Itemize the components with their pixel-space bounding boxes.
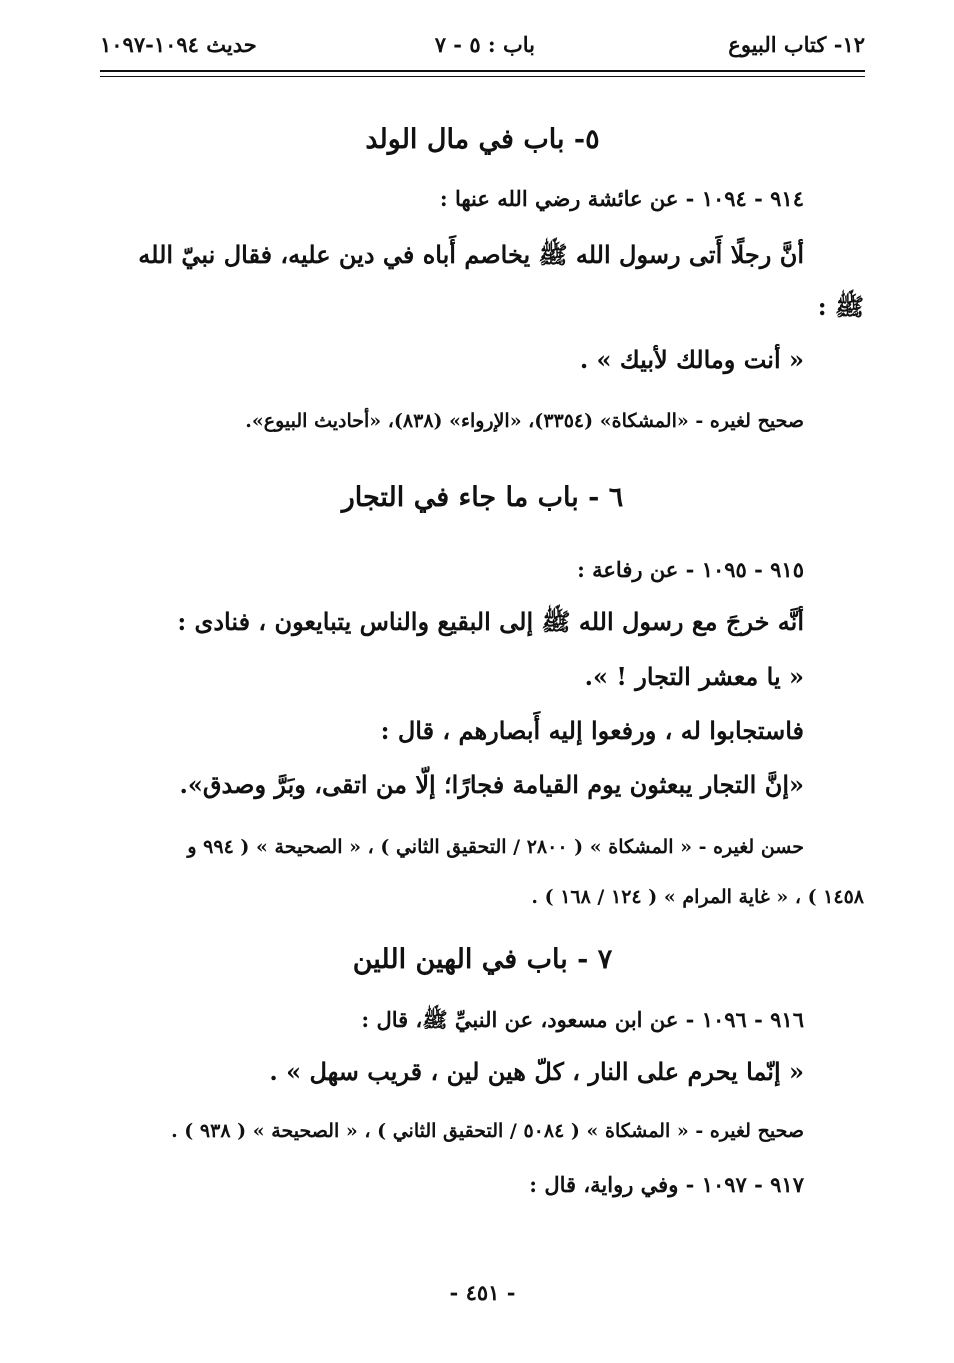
hadith-text: أنَّه خرجَ مع رسول الله ﷺ إلى البقيع والناس يتبايعون ، فنادى : (177, 607, 804, 636)
header-bab: باب : ٥ - ٧ (434, 32, 535, 57)
header-rule-thin (100, 76, 865, 77)
page-number: - ٤٥١ - (449, 1280, 516, 1305)
hadith-text: فاستجابوا له ، ورفعوا إليه أَبصارهم ، قال : (380, 716, 804, 745)
hadith-text: ﷺ : (817, 292, 864, 321)
hadith-text: « يا معشر التجار ! ». (584, 662, 804, 691)
hadith-source: صحيح لغيره - «المشكاة» (٣٣٥٤)، «الإرواء» (٨٣٨)، «أحاديث البيوع». (245, 410, 804, 432)
hadith-number: ٩١٥ - ١٠٩٥ - عن رفاعة : (577, 557, 804, 582)
hadith-quote: «إنَّ التجار يبعثون يوم القيامة فجارًا؛ إلّا من اتقى، وبَرَّ وصدق». (179, 770, 804, 799)
section-title: ٦ - باب ما جاء في التجار (341, 482, 624, 513)
header-hadith-range: حديث ١٠٩٤-١٠٩٧ (100, 32, 257, 57)
hadith-source: ١٤٥٨ ) ، « غاية المرام » ( ١٢٤ / ١٦٨ ) . (531, 886, 864, 908)
section-title: ٥- باب في مال الولد (365, 124, 600, 155)
hadith-source: صحيح لغيره - « المشكاة » ( ٥٠٨٤ / التحقيق الثاني ) ، « الصحيحة » ( ٩٣٨ ) . (171, 1120, 804, 1142)
header-rule-thick (100, 70, 865, 72)
hadith-quote: « أنت ومالك لأبيك » . (579, 345, 804, 374)
hadith-number: ٩١٤ - ١٠٩٤ - عن عائشة رضي الله عنها : (439, 186, 804, 211)
hadith-quote: « إنّما يحرم على النار ، كلّ هين لين ، قريب سهل » . (269, 1057, 804, 1086)
running-header (100, 32, 865, 68)
hadith-text: أنَّ رجلًا أَتى رسول الله ﷺ يخاصم أَباه في دين عليه، فقال نبيّ الله (138, 240, 804, 269)
hadith-number: ٩١٧ - ١٠٩٧ - وفي رواية، قال : (529, 1172, 804, 1197)
hadith-source: حسن لغيره - « المشكاة » ( ٢٨٠٠ / التحقيق الثاني ) ، « الصحيحة » ( ٩٩٤ و (187, 836, 804, 858)
header-chapter: ١٢- كتاب البيوع (728, 32, 865, 57)
section-title: ٧ - باب في الهين اللين (352, 944, 613, 975)
hadith-number: ٩١٦ - ١٠٩٦ - عن ابن مسعود، عن النبيِّ ﷺ، قال : (361, 1007, 804, 1032)
